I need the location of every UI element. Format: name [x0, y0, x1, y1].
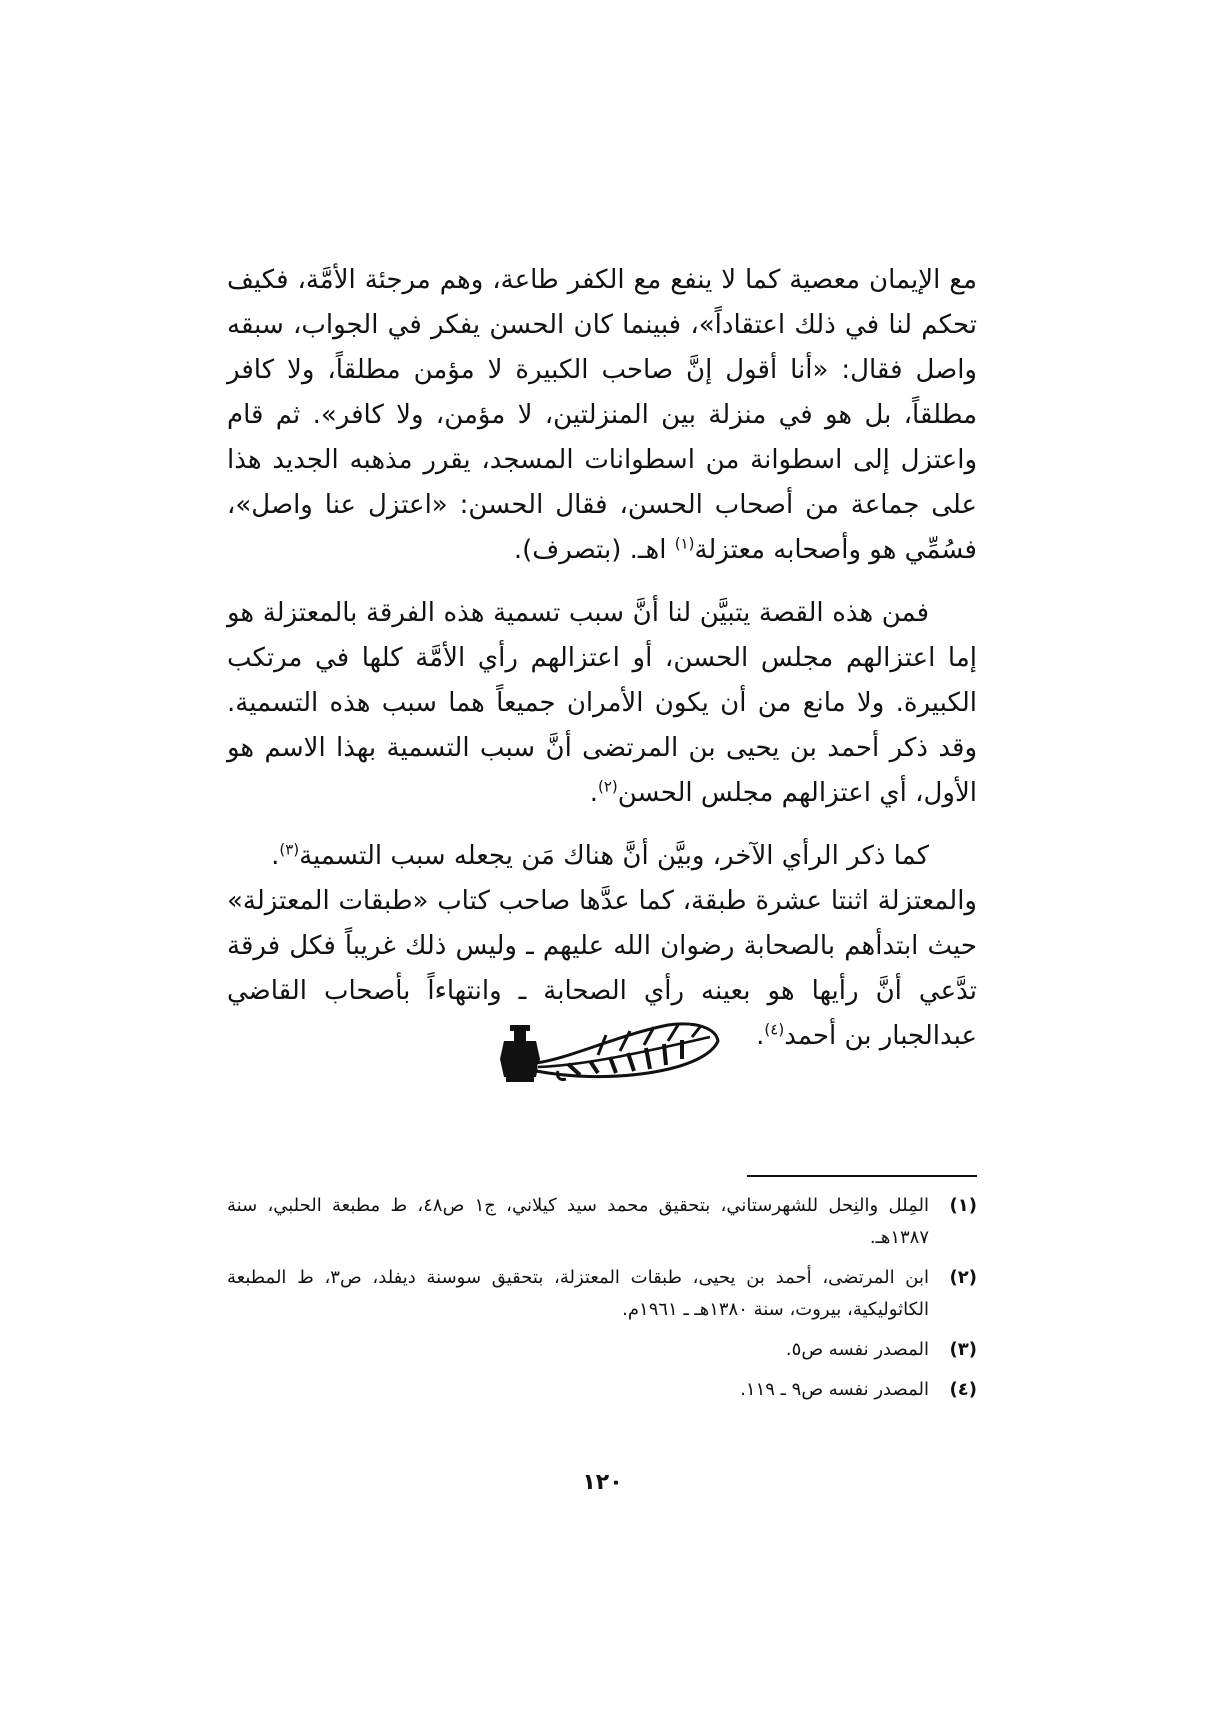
page-number: ١٢٠	[582, 1470, 623, 1495]
paragraph-3-end: .	[271, 841, 280, 871]
paragraph-3-text: كما ذكر الرأي الآخر، وبيَّن أنَّ هناك مَن يجعله سبب التسمية	[299, 841, 929, 871]
paragraph-2-text: فمن هذه القصة يتبيَّن لنا أنَّ سبب تسمية هذه الفرقة بالمعتزلة هو إما اعتزالهم مجلس الحسن، أو اعتزالهم رأي الأمَّة كلها في مرتكب الكبيرة. ولا مانع من أن يكون الأمران جميعاً هما سبب هذه التسمية. وقد ذكر أحمد بن يحيى بن المرتضى أنَّ سبب التسمية بهذا الاسم هو الأول، أي اعتزالهم مجلس الحسن	[227, 598, 977, 808]
quill-and-inkwell-icon	[498, 1015, 722, 1087]
footnote-4	[227, 1374, 977, 1406]
footnote-number: (٣)	[949, 1339, 977, 1360]
footnote-1	[227, 1190, 977, 1254]
paragraph-1-end: اهـ. (بتصرف).	[513, 535, 675, 565]
footnote-text: المصدر نفسه ص٥.	[785, 1339, 929, 1360]
footnote-2	[227, 1262, 977, 1326]
paragraph-4-text: والمعتزلة اثنتا عشرة طبقة، كما عدَّها صاحب كتاب «طبقات المعتزلة» حيث ابتدأهم بالصحابة رضوان الله عليهم ـ وليس ذلك غريباً فكل فرقة تدَّعي أنَّ رأيها هو بعينه رأي الصحابة ـ وانتهاءاً بأصحاب القاضي عبدالجبار بن أحمد	[227, 886, 977, 1051]
footnote-ref-4: (٤)	[764, 1020, 785, 1039]
main-text	[227, 258, 977, 1059]
footnote-separator	[747, 1175, 977, 1177]
paragraph-1	[227, 258, 977, 573]
footnote-number: (١)	[949, 1195, 977, 1216]
footnote-number: (٤)	[949, 1379, 977, 1400]
footnote-ref-3: (٣)	[279, 840, 300, 859]
footnote-text: ابن المرتضى، أحمد بن يحيى، طبقات المعتزلة، بتحقيق سوسنة ديفلد، ص٣، ط المطبعة الكاثوليكية، بيروت، سنة ١٣٨٠هـ ـ ١٩٦١م.	[227, 1267, 929, 1320]
paragraph-1-text: مع الإيمان معصية كما لا ينفع مع الكفر طاعة، وهم مرجئة الأمَّة، فكيف تحكم لنا في ذلك اعتقاداً»، فبينما كان الحسن يفكر في الجواب، سبقه واصل فقال: «أنا أقول إنَّ صاحب الكبيرة لا مؤمن مطلقاً، ولا كافر مطلقاً، بل هو في منزلة بين المنزلتين، لا مؤمن، ولا كافر». ثم قام واعتزل إلى اسطوانة من اسطوانات المسجد، يقرر مذهبه الجديد هذا على جماعة من أصحاب الحسن، فقال الحسن: «اعتزل عنا واصل»، فسُمِّي هو وأصحابه معتزلة	[227, 265, 977, 565]
paragraph-4-end: .	[756, 1021, 765, 1051]
footnote-ref-1: (١)	[674, 534, 695, 553]
footnote-text: المصدر نفسه ص٩ ـ ١١٩.	[740, 1379, 929, 1400]
footnotes	[227, 1190, 977, 1414]
footnote-ref-2: (٢)	[597, 777, 618, 796]
footnote-number: (٢)	[949, 1267, 977, 1288]
paragraph-2	[227, 591, 977, 816]
paragraph-3	[227, 834, 977, 879]
footnote-3	[227, 1334, 977, 1366]
paragraph-2-end: .	[589, 778, 598, 808]
footnote-text: المِلل والنِحل للشهرستاني، بتحقيق محمد سيد كيلاني، ج١ ص٤٨، ط مطبعة الحلبي، سنة ١٣٨٧هـ.	[227, 1195, 929, 1248]
